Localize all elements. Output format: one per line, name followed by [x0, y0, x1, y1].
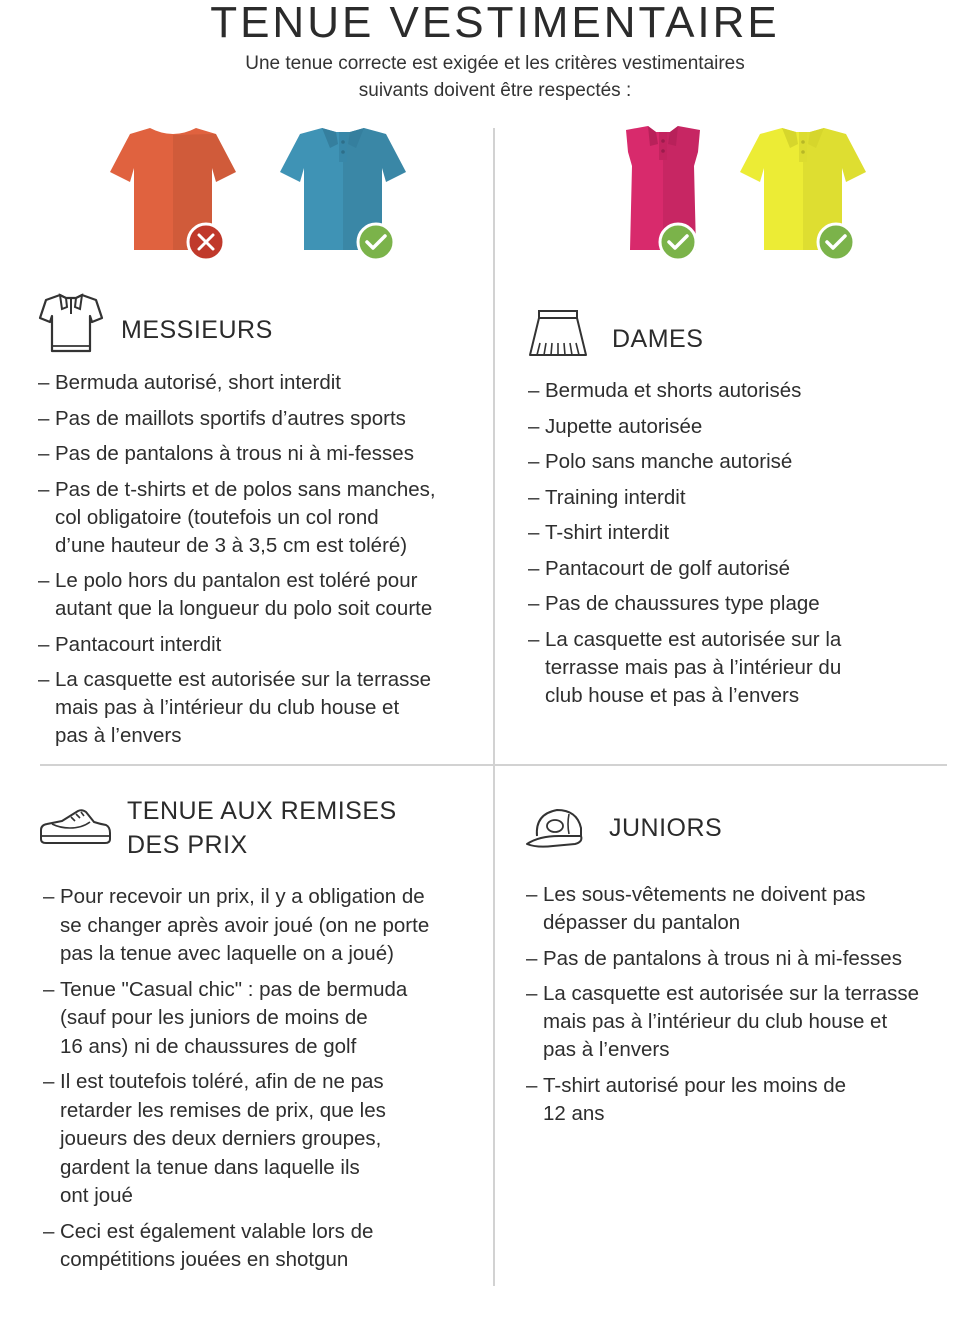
list-item: [38, 476, 488, 560]
section-title-messieurs: MESSIEURS: [121, 316, 273, 344]
skirt-icon: [527, 308, 589, 365]
section-title-dames: DAMES: [612, 325, 704, 353]
rule-text: – Bermuda autorisé, short interdit: [55, 371, 341, 394]
sneaker-icon: [38, 808, 112, 853]
list-item: [528, 555, 948, 583]
rule-text: club house et pas à l’envers: [545, 683, 800, 707]
cap-icon: [525, 806, 587, 859]
rule-text: – Pas de t-shirts et de polos sans manches,: [55, 477, 436, 501]
rule-text: dépasser du pantalon: [543, 911, 741, 934]
list-item: [528, 519, 948, 547]
list-item: [43, 1068, 488, 1211]
section-title-line: DES PRIX: [127, 831, 248, 859]
rule-text: – La casquette est autorisée sur la terrasse: [543, 982, 920, 1005]
list-item: [38, 631, 488, 659]
subtitle-line: suivants doivent être respectés :: [358, 80, 632, 101]
rule-text: col obligatoire (toutefois un col rond: [55, 505, 379, 529]
allowed-badge: [818, 224, 854, 260]
list-item: [38, 369, 488, 397]
list-item: [38, 666, 488, 750]
list-item: [38, 405, 488, 433]
rule-text: 16 ans) ni de chaussures de golf: [60, 1034, 357, 1058]
rule-text: d’une hauteur de 3 à 3,5 cm est toléré): [55, 533, 408, 557]
rule-text: – Pas de pantalons à trous ni à mi-fesses: [55, 442, 414, 465]
rule-text: – Pas de pantalons à trous ni à mi-fesses: [543, 946, 902, 970]
rule-text: – Bermuda et shorts autorisés: [545, 379, 802, 402]
list-item: [38, 440, 488, 468]
list-item: [526, 881, 958, 937]
dames-rules-list: [528, 377, 948, 717]
tshirt-icon: [108, 122, 238, 262]
rule-text: – La casquette est autorisée sur la terrasse: [55, 668, 432, 691]
list-item: [526, 980, 958, 1064]
rule-text: – Polo sans manche autorisé: [545, 450, 793, 473]
horizontal-divider: [40, 764, 947, 766]
section-title-juniors: JUNIORS: [609, 814, 723, 842]
rule-text: 12 ans: [543, 1101, 605, 1125]
allowed-badge: [660, 224, 696, 260]
list-item: [526, 1072, 958, 1128]
rule-text: terrasse mais pas à l’intérieur du: [545, 655, 842, 679]
list-item: [528, 484, 948, 512]
list-item: [38, 567, 488, 623]
vertical-divider: [493, 128, 495, 1286]
rule-text: – La casquette est autorisée sur la: [545, 627, 842, 651]
rule-text: – T-shirt autorisé pour les moins de: [543, 1073, 847, 1097]
rule-text: – Ceci est également valable lors de: [60, 1219, 374, 1243]
rule-text: – Les sous-vêtements ne doivent pas: [543, 883, 866, 906]
rule-text: autant que la longueur du polo soit courte: [55, 597, 433, 620]
rule-text: compétitions jouées en shotgun: [60, 1248, 349, 1271]
list-item: [526, 945, 958, 973]
rule-text: – Tenue "Casual chic" : pas de bermuda: [60, 977, 408, 1001]
rule-text: – Training interdit: [545, 485, 686, 509]
rule-text: – T-shirt interdit: [545, 521, 670, 544]
juniors-rules-list: [526, 881, 958, 1135]
rule-text: – Le polo hors du pantalon est toléré pour: [55, 569, 418, 592]
rule-text: se changer après avoir joué (on ne porte: [60, 913, 430, 937]
rule-text: – Il est toutefois toléré, afin de ne pas: [60, 1070, 384, 1093]
remises-rules-list: [43, 883, 488, 1282]
section-title-remises: [127, 794, 397, 862]
polo-icon: [738, 122, 868, 262]
rule-text: – Jupette autorisée: [545, 414, 703, 438]
section-title-line: TENUE AUX REMISES: [127, 797, 397, 825]
allowed-badge: [358, 224, 394, 260]
messieurs-rules-list: [38, 369, 488, 758]
rule-text: retarder les remises de prix, que les: [60, 1098, 386, 1122]
polo-icon: [278, 122, 408, 262]
rule-text: – Pas de chaussures type plage: [545, 592, 820, 615]
sleeveless-polo-icon: [598, 122, 728, 262]
rule-text: mais pas à l’intérieur du club house et: [55, 696, 400, 719]
list-item: [43, 976, 488, 1062]
rule-text: pas à l’envers: [55, 724, 182, 747]
list-item: [43, 883, 488, 969]
rule-text: pas à l’envers: [543, 1038, 670, 1061]
rule-text: ont joué: [60, 1184, 133, 1207]
rule-text: – Pas de maillots sportifs d’autres sports: [55, 406, 406, 430]
list-item: [528, 377, 948, 405]
rule-text: pas la tenue avec laquelle on a joué): [60, 942, 394, 965]
rule-text: gardent la tenue dans laquelle ils: [60, 1155, 360, 1179]
polo-outline-icon: [38, 292, 104, 359]
page-subtitle: [0, 50, 960, 104]
list-item: [528, 590, 948, 618]
page-title: TENUE VESTIMENTAIRE: [210, 0, 780, 47]
rule-text: – Pour recevoir un prix, il y a obligation de: [60, 885, 425, 908]
list-item: [528, 413, 948, 441]
list-item: [528, 448, 948, 476]
rule-text: mais pas à l’intérieur du club house et: [543, 1010, 888, 1033]
list-item: [43, 1218, 488, 1275]
rule-text: (sauf pour les juniors de moins de: [60, 1006, 368, 1029]
subtitle-line: Une tenue correcte est exigée et les critères vestimentaires: [245, 53, 745, 74]
rule-text: joueurs des deux derniers groupes,: [60, 1127, 382, 1150]
list-item: [528, 626, 948, 710]
rule-text: – Pantacourt interdit: [55, 632, 222, 656]
rule-text: – Pantacourt de golf autorisé: [545, 556, 791, 580]
